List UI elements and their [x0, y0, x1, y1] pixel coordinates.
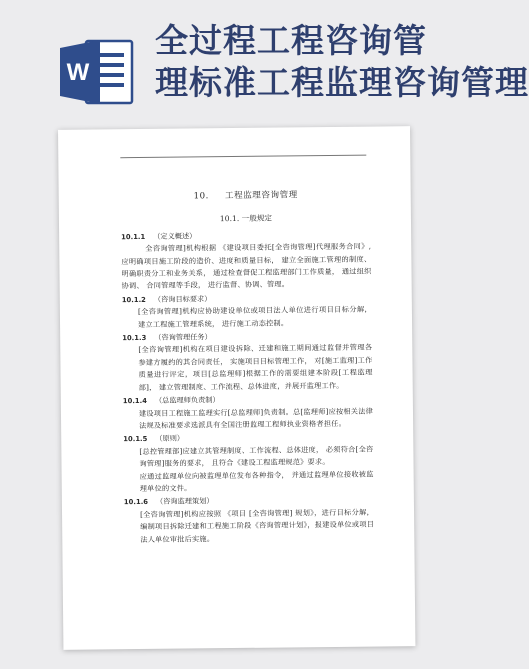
header-rule	[120, 155, 366, 159]
clause-paragraph: [全咨询管理]机构在项目建设拆除、迁建和施工期间通过监督并管理各参建方履约的其合同责任， 实施项目目标管理工作， 对[施工监理]工作质量进行评定，项目[总监理师]根据工作的需要组建本阶段[工程监理部]， 建立管理制度、工作流程、总体进度，并展开监理工作。	[138, 343, 373, 392]
clause-list	[121, 228, 374, 546]
clause-paragraph: [总控管理部]应建立其管理制度、工作流程、总体进度， 必须符合[全咨询管理]服务的要求， 且符合《建设工程监理规范》要求。	[139, 444, 374, 469]
clause-paragraph: [全咨询管理]机构应协助建设单位或项目法人单位进行项目目标分解， 建立工程施工管理系统， 进行施工动态控制。	[137, 304, 372, 329]
clause-heading-text: （咨询管理任务）	[154, 332, 212, 342]
clause-paragraph: 建设项目工程施工监理实行[总监理师]负责制。总[监理师]应按相关法律法规及标准要求选派具有全国注册监理工程师执业资格者担任。	[138, 406, 374, 430]
clause-number: 10.1.6	[123, 498, 149, 507]
title-line-2: 理标准工程监理咨询管理	[155, 63, 529, 102]
clause-heading-text: （定义概述）	[153, 231, 197, 241]
clause-number: 10.1.1	[121, 232, 146, 242]
clause	[123, 393, 373, 433]
title-line-1: 全过程工程咨询管	[155, 21, 427, 60]
clause-heading-text: （咨询监理策划）	[155, 496, 214, 507]
chapter-number: 10.	[193, 191, 209, 202]
clause	[123, 431, 374, 496]
svg-text:W: W	[66, 59, 90, 86]
clause-paragraph: 应通过监理单位向被监理单位发布各种指令， 并通过监理单位接收被监理单位的文件。	[139, 469, 374, 493]
clause-heading-text: （咨询目标要求）	[153, 294, 212, 304]
word-document-icon	[60, 36, 134, 108]
clause-number: 10.1.4	[122, 397, 147, 406]
page-title	[155, 20, 529, 104]
clause-number: 10.1.2	[121, 295, 146, 305]
document-page	[58, 126, 415, 650]
chapter-title	[121, 189, 371, 204]
clause	[124, 494, 375, 546]
clause	[122, 330, 373, 395]
section-title: 10.1. 一般规定	[219, 214, 273, 224]
clause-heading-text: （原则）	[155, 433, 185, 444]
clause-number: 10.1.3	[122, 333, 147, 343]
clause-paragraph: 全咨询管理]机构根据 《建设项目委托[全咨询管理]代理服务合同》, 应明确项目施工阶段的造价、进度和质量目标， 建立全面施工管理的制度、 明确职责分工和业务关系， 通过检查督促工程监理部门工作质量， 通过组织协调、 合同管理等手段， 进行监督、协调、管理。	[121, 241, 372, 291]
clause	[121, 228, 372, 293]
document-body	[121, 189, 375, 547]
clause	[122, 291, 372, 331]
clause-number: 10.1.5	[123, 435, 148, 444]
clause-heading-text: （总监理师负责制）	[154, 395, 220, 405]
chapter-title-text: 工程监理咨询管理	[224, 190, 298, 202]
clause-paragraph: [全咨询管理]机构应按照 《项目 [全咨询管理] 规划》，进行目标分解， 编制项目拆除迁建和工程施工阶段《咨询管理计划》，报建设单位或项目法人单位审批后实施。	[139, 507, 375, 544]
